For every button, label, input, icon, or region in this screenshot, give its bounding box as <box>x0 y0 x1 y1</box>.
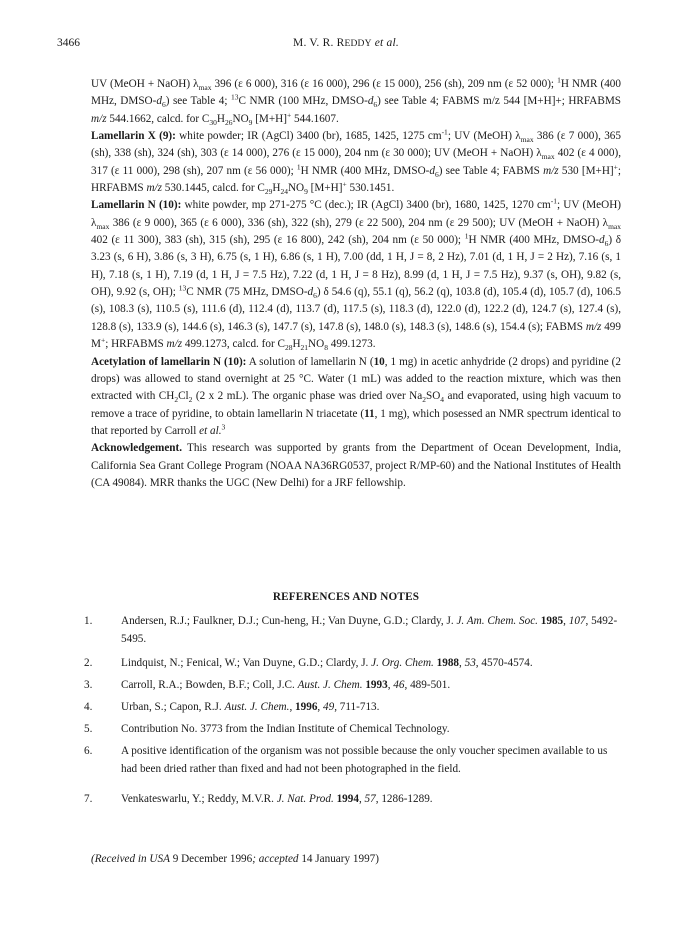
acetylation-paragraph: Acetylation of lamellarin N (10): A solution of lamellarin N (10, 1 mg) in acetic anhydride (2 drops) and pyridine (2 drops) was allowed to stand overnight at 25 °C. Water (1 mL) was added to the reaction mixture, which was then extracted with $CH_2Cl_2$ (2 x 2 mL). The organic phase was dried over $Na_2SO_4$ and evaporated, using high vacuum to remove a trace of pyridine, to obtain lamellarin N triacetate (11, 1 mg), which posessed an NMR spectrum identical to that reported by Carroll et al.$^3$ <box>91 355 622 437</box>
acknowledgement-heading: Acknowledgement. <box>91 442 183 455</box>
page-number: 3466 <box>57 37 80 49</box>
journal-page: 3466 M. V. R. REDDY et al. UV (MeOH + NaOH) $\lambda_{max}$ 396 (ε 6 000), 316 (ε 16 000), 296 (ε 15 000), 256 (sh), 209 nm (ε 52 000); $^1$H NMR (400 MHz, DMSO-$d_6$) see Table 4; $^{13}$C NMR (100 MHz, DMSO-$d_6$) see Table 4; FABMS m/z 544 [M+H]+; HRFABMS m/z 544.1662, calcd. for $C_{30}H_{26}NO_9$ [M+H]+ 544.1607. Lamellarin X (9): white powder; IR (AgCl) 3400 (br), 1685, 1425, 1275 $cm^{-1}$; UV (MeOH) $\lambda_{max}$ 386 (ε 7 000), 365 (sh), 338 (sh), 324 (sh), 303 (ε 14 000), 276 (ε 15 000), 204 nm (ε 30 000); UV (MeOH + NaOH) $\lambda_{max}$ 402 (ε 4 000), 317 (ε 11 000), 298 (sh), 207 nm (ε 56 000); $^1$H NMR (400 MHz, DMSO-$d_6$) see Table 4; FABMS m/z 530 [M+H]+; HRFABMS m/z 530.1445, calcd. for $C_{29}H_{24}NO_9$ [M+H]+ 530.1451. Lamellarin N (10): white powder, mp 271-275 °C (dec.); IR (AgCl) 3400 (br), 1680, 1425, 1270 $cm^{-1}$; UV (MeOH) $\lambda_{max}$ 386 (ε 9 000), 365 (ε 6 000), 336 (sh), 322 (sh), 279 (ε 22 500), 204 nm (ε 29 500); UV (MeOH + NaOH) $\lambda_{max}$ 402 (ε 11 300), 383 (sh), 315 (sh), 295 (ε 16 800), 242 (sh), 204 nm (ε 50 000); $^1$H NMR (400 MHz, DMSO-$d_6$) δ 3.23 (s, 6 H), 3.86 (s, 3 H), 6.75 (s, 1 H), 6.86 (s, 1 H), 7.00 (dd, 1 H, J = 8, 2 Hz), 7.01 (d, 1 H, J = 2 Hz), 7.16 (s, 1 H), 7.18 (s, 1 H), 7.19 (d, 1 H, J = 7.5 Hz), 7.22 (d, 1 H, J = 8 Hz), 8.99 (d, 1 H, J = 7.5 Hz), 9.37 (s, OH), 9.82 (s, OH), 9.92 (s, OH); $^{13}$C NMR (75 MHz, DMSO-$d_6$) δ 54.6 (q), 55.1 (q), 56.2 (q), 103.8 (d), 105.4 (d), 105.7 (d), 106.5 (s), 108.3 (s), 110.5 (s), 111.6 (d), 112.4 (d), 113.7 (d), 117.5 (s), 118.3 (d), 122.0 (d), 122.2 (d), 124.7 (s), 127.4 (s), 128.8 (s), 133.9 (s), 144.6 (s), 146.3 (s), 147.7 (s), 147.8 (s), 148.0 (s), 148.3 (s), 148.6 (s), 154.4 (s); FABMS m/z 499 M+; HRFABMS m/z 499.1273, calcd. for $C_{28}H_{21}NO_8$ 499.1273. Acetylation of lamellarin N (10): A solution of lamellarin N (10, 1 mg) in acetic anhydride (2 drops) and pyridine (2 drops) was allowed to stand overnight at 25 °C. Water (1 mL) was added to the reaction mixture, which was then extracted with $CH_2Cl_2$ (2 x 2 mL). The organic phase was dried over $Na_2SO_4$ and evaporated, using high vacuum to remove a trace of pyridine, to obtain lamellarin N triacetate (11, 1 mg), which posessed an NMR spectrum identical to that reported by Carroll et al.$^3$ Acknowledgement. This research was supported by grants from the Department of Ocean Development, India, California Sea Grant College Program (NOAA NA36RG0537, project R/MP-60) and the National Institutes of Health (CA 49084). MRR thanks the UGC (New Delhi) for a JRF fellowship. REFERENCES AND NOTES 1. Andersen, R.J.; Faulkner, D.J.; Cun-heng, H.; Van Duyne, G.D.; Clardy, J. J. Am. Chem. Soc. 1985, 107, 5492-5495. 2. Lindquist, N.; Fenical, W.; Van Duyne, G.D.; Clardy, J. J. Org. Chem. 1988, 53, 4570-4574. 3. Carroll, R.A.; Bowden, B.F.; Coll, J.C. Aust. J. Chem. 1993, 46, 489-501. 4. Urban, S.; Capon, R.J. Aust. J. Chem., 1996, 49, 711-713. 5. Contribution No. 3773 from the Indian Institute of Chemical Technology. 6. A positive identification of the organism was not possible because the only voucher specimen available to us had been dried rather than fixed and had not been photographed in the field. 7. Venkateswarlu, Y.; Reddy, M.V.R. J. Nat. Prod. 1994, 57, 1286-1289. (Received in USA 9 December 1996; accepted 14 January 1997) <box>0 0 692 941</box>
running-header: M. V. R. REDDY et al. <box>293 37 399 49</box>
lamellarin-x-heading: Lamellarin X (9): <box>91 130 176 143</box>
references-heading: REFERENCES AND NOTES <box>272 591 420 603</box>
received-line: (Received in USA 9 December 1996; accepted 14 January 1997) <box>91 853 379 865</box>
uv-paragraph: UV (MeOH + NaOH) $\lambda_{max}$ 396 (ε 6 000), 316 (ε 16 000), 296 (ε 15 000), 256 (sh), 209 nm (ε 52 000); $^1$H NMR (400 MHz, DMSO-$d_6$) see Table 4; $^{13}$C NMR (100 MHz, DMSO-$d_6$) see Table 4; FABMS m/z 544 [M+H]+; HRFABMS m/z 544.1662, calcd. for $C_{30}H_{26}NO_9$ [M+H]+ 544.1607. <box>91 75 621 127</box>
acetylation-heading: Acetylation of lamellarin N (10): <box>91 355 247 368</box>
lamellarin-x-paragraph: Lamellarin X (9): white powder; IR (AgCl) 3400 (br), 1685, 1425, 1275 $cm^{-1}$; UV (MeOH) $\lambda_{max}$ 386 (ε 7 000), 365 (sh), 338 (sh), 324 (sh), 303 (ε 14 000), 276 (ε 15 000), 204 nm (ε 30 000); UV (MeOH + NaOH) $\lambda_{max}$ 402 (ε 4 000), 317 (ε 11 000), 298 (sh), 207 nm (ε 56 000); $^1$H NMR (400 MHz, DMSO-$d_6$) see Table 4; FABMS m/z 530 [M+H]+; HRFABMS m/z 530.1445, calcd. for $C_{29}H_{24}NO_9$ [M+H]+ 530.1451. <box>91 127 621 197</box>
article-body <box>91 76 621 492</box>
lamellarin-n-heading: Lamellarin N (10): <box>91 199 182 212</box>
acknowledgement-paragraph: Acknowledgement. This research was supported by grants from the Department of Ocean Development, India, California Sea Grant College Program (NOAA NA36RG0537, project R/MP-60) and the National Institutes of Health (CA 49084). MRR thanks the UGC (New Delhi) for a JRF fellowship. <box>91 442 621 489</box>
lamellarin-n-paragraph: Lamellarin N (10): white powder, mp 271-275 °C (dec.); IR (AgCl) 3400 (br), 1680, 1425, 1270 $cm^{-1}$; UV (MeOH) $\lambda_{max}$ 386 (ε 9 000), 365 (ε 6 000), 336 (sh), 322 (sh), 279 (ε 22 500), 204 nm (ε 29 500); UV (MeOH + NaOH) $\lambda_{max}$ 402 (ε 11 300), 383 (sh), 315 (sh), 295 (ε 16 800), 242 (sh), 204 nm (ε 50 000); $^1$H NMR (400 MHz, DMSO-$d_6$) δ 3.23 (s, 6 H), 3.86 (s, 3 H), 6.75 (s, 1 H), 6.86 (s, 1 H), 7.00 (dd, 1 H, J = 8, 2 Hz), 7.01 (d, 1 H, J = 2 Hz), 7.16 (s, 1 H), 7.18 (s, 1 H), 7.19 (d, 1 H, J = 7.5 Hz), 7.22 (d, 1 H, J = 8 Hz), 8.99 (d, 1 H, J = 7.5 Hz), 9.37 (s, OH), 9.82 (s, OH), 9.92 (s, OH); $^{13}$C NMR (75 MHz, DMSO-$d_6$) δ 54.6 (q), 55.1 (q), 56.2 (q), 103.8 (d), 105.4 (d), 105.7 (d), 106.5 (s), 108.3 (s), 110.5 (s), 111.6 (d), 112.4 (d), 113.7 (d), 117.5 (s), 118.3 (d), 122.0 (d), 122.2 (d), 124.7 (s), 127.4 (s), 128.8 (s), 133.9 (s), 144.6 (s), 146.3 (s), 147.7 (s), 147.8 (s), 148.0 (s), 148.3 (s), 148.6 (s), 154.4 (s); FABMS m/z 499 M+; HRFABMS m/z 499.1273, calcd. for $C_{28}H_{21}NO_8$ 499.1273. <box>91 196 622 353</box>
